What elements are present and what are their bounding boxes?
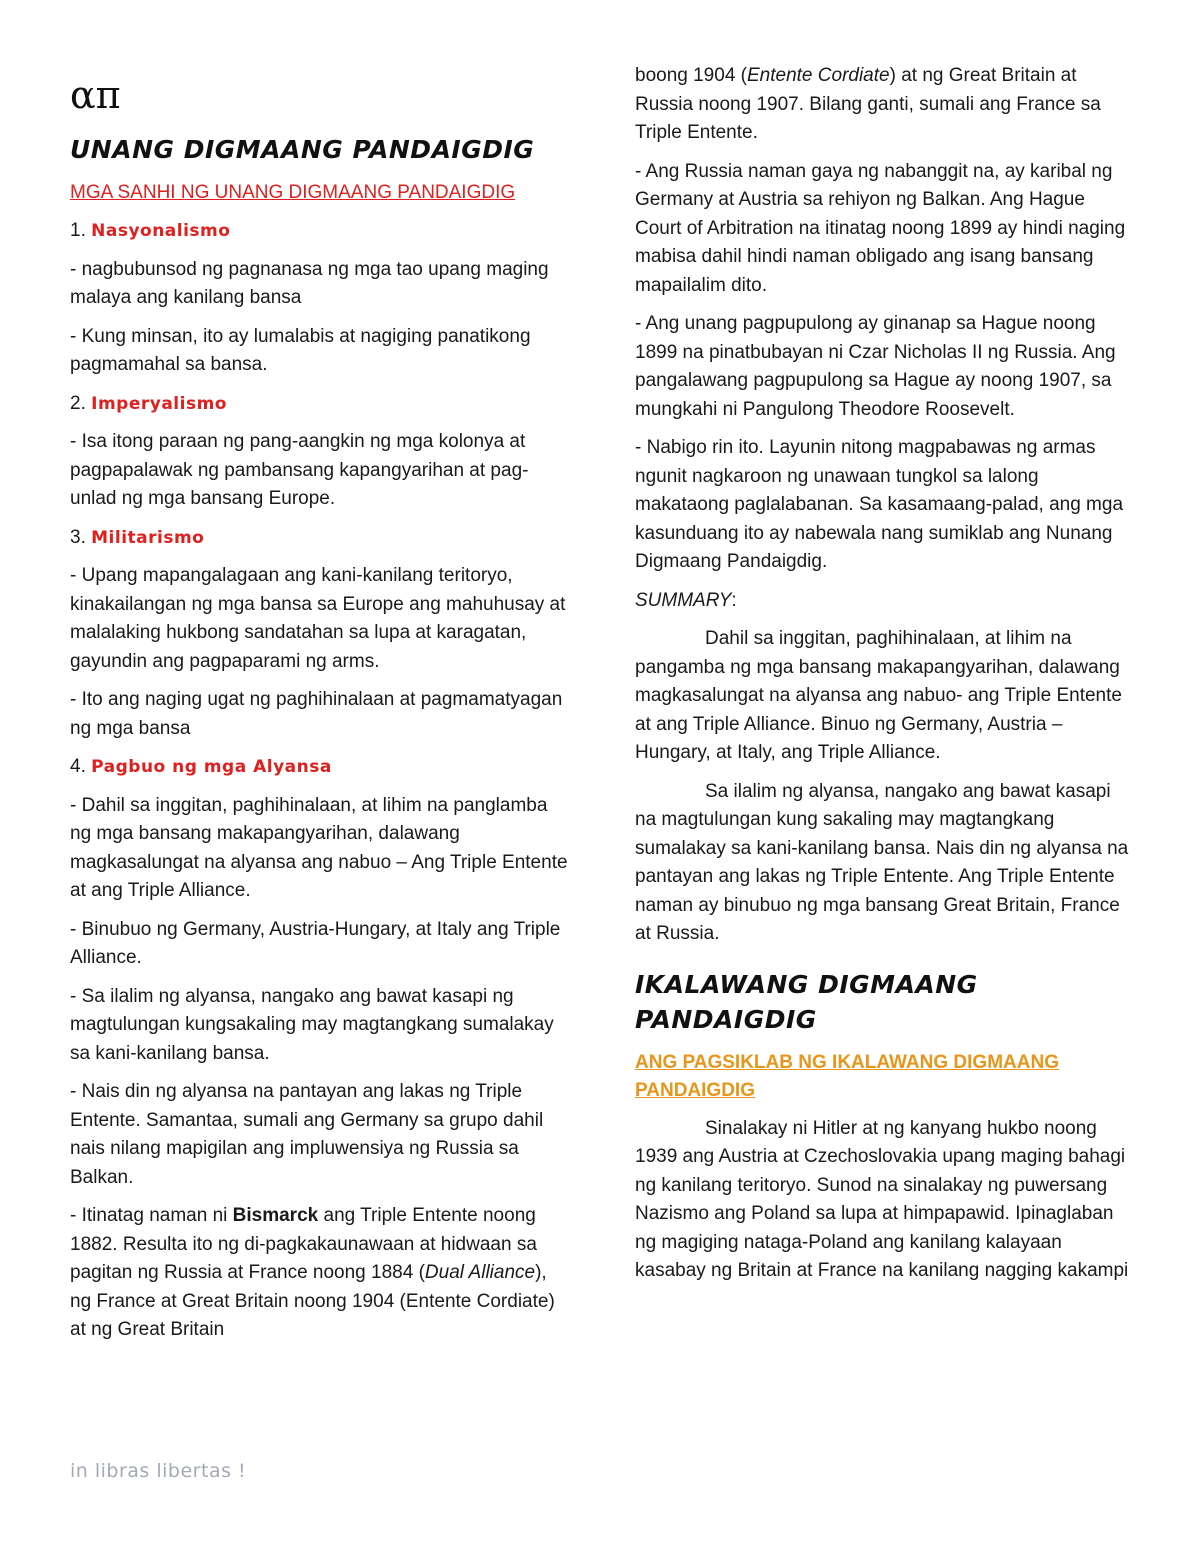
right-column [635, 62, 1135, 1296]
item-label-militarismo: Militarismo [91, 527, 205, 548]
list-item-1 [70, 217, 570, 246]
item-label-nasyonalismo: Nasyonalismo [91, 221, 231, 241]
heading-unang-digmaan: UNANG DIGMAANG PANDAIGDIG [70, 135, 535, 164]
subheading-pagsiklab: ANG PAGSIKLAB NG IKALAWANG DIGMAANG PANDAIGDIG [635, 1051, 1059, 1101]
paragraph: Sinalakay ni Hitler at ng kanyang hukbo noong 1939 ang Austria at Czechoslovakia upang maging bahagi ng kanilang teritoryo. Sunod na sinalakay ng puwersang Nazismo ang Poland sa lupa at himpapawid. Ipinaglaban ng magiging nataga-Poland ang kanilang kalayaan kasabay ng Britain at France na kanilang nagging kakampi [635, 1117, 1129, 1281]
item-number: 4. [70, 756, 92, 777]
text-span: ) at ng Great Britain at Russia noong 1907. Bilang ganti, sumali ang France sa Triple Entente. [635, 65, 1101, 143]
bold-text-bismarck: Bismarck [232, 1205, 319, 1226]
paragraph: - Ang Russia naman gaya ng nabanggit na, ay karibal ng Germany at Austria sa rehiyon ng Balkan. Ang Hague Court of Arbitration na itinatag noong 1899 ay hindi naging mabisa dahil hindi naman obligado ang isang bansang mapailalim dito. [635, 160, 1126, 296]
italic-text-entente-cordiate: Entente Cordiate [747, 65, 890, 86]
item-number: 2. [70, 392, 92, 414]
paragraph: - Ito ang naging ugat ng paghihinalaan at pagmamatyagan ng mga bansa [70, 689, 563, 739]
item-number: 1. [70, 220, 92, 241]
item-label-imperyalismo: Imperyalismo [91, 393, 227, 414]
paragraph: Dahil sa inggitan, paghihinalaan, at lihim na pangamba ng mga bansang makapangyarihan, dalawang magkasalungat na alyansa ang nabuo- ang Triple Entente at ang Triple Alliance. Binuo ng Germany, Austria – Hungary, at Italy, ang Triple Alliance. [635, 628, 1122, 763]
paragraph: - Sa ilalim ng alyansa, nangako ang bawat kasapi ng magtulungan kungsakaling may magtangkang sumalakay sa kani-kanilang bansa. [70, 985, 554, 1064]
paragraph: - Upang mapangalagaan ang kani-kanilang teritoryo, kinakailangan ng mga bansa sa Europe ang mahuhusay at malalaking hukbong sandatahan sa lupa at karagatan, gayundin ang pagpaparami ng arms. [70, 565, 566, 672]
paragraph: - Kung minsan, ito ay lumalabis at nagiging panatikong pagmamahal sa bansa. [70, 325, 531, 375]
item-label-alyansa: Pagbuo ng mga Alyansa [91, 757, 332, 777]
footer-motto: in libras libertas ! [70, 1460, 247, 1482]
text-span: ang Triple Entente noong 1882. Resulta ito ng di-pagkakaunawaan at hidwaan sa pagitan ng Russia at France noong 1884 ( [70, 1205, 537, 1283]
summary-label [635, 587, 1135, 616]
italic-text-dual-alliance: Dual Alliance [424, 1262, 536, 1283]
text-span: ), ng France at Great Britain noong 1904 (Entente Cordiate) at ng Great Britain [70, 1262, 555, 1340]
list-item-4 [70, 753, 570, 782]
paragraph: - Nais din ng alyansa na pantayan ang lakas ng Triple Entente. Samantaa, sumali ang Germany sa grupo dahil nais nilang mapigilan ang impluwensiya ng Russia sa Balkan. [70, 1081, 544, 1188]
left-column [70, 62, 570, 1355]
summary-label-text: SUMMARY [635, 589, 732, 611]
paragraph: - Isa itong paraan ng pang-aangkin ng mga kolonya at pagpapalawak ng pambansang kapangyarihan at pag-unlad ng mga bansang Europe. [70, 431, 529, 509]
paragraph: - nagbubunsod ng pagnanasa ng mga tao upang maging malaya ang kanilang bansa [70, 258, 549, 308]
logo: απ [70, 73, 121, 117]
paragraph: - Nabigo rin ito. Layunin nitong magpabawas ng armas ngunit nagkaroon ng unawaan tungkol sa lalong makataong paglalabanan. Sa kasamaang-palad, ang mga kasunduang ito ay nabewala nang sumiklab ang Nunang Digmaang Pandaigdig. [635, 437, 1124, 572]
paragraph [70, 1202, 570, 1345]
heading-ikalawang-digmaan: IKALAWANG DIGMAANG PANDAIGDIG [635, 969, 978, 1034]
paragraph [635, 62, 1135, 148]
list-item-2 [70, 390, 570, 419]
subheading-mga-sanhi: MGA SANHI NG UNANG DIGMAANG PANDAIGDIG [70, 182, 516, 203]
summary-colon: : [731, 589, 737, 611]
paragraph: - Ang unang pagpupulong ay ginanap sa Hague noong 1899 na pinatbubayan ni Czar Nicholas II ng Russia. Ang pangalawang pagpupulong sa Hague ay noong 1907, sa mungkahi ni Pangulong Theodore Roosevelt. [635, 313, 1116, 420]
text-span: boong 1904 ( [635, 65, 747, 86]
list-item-3 [70, 524, 570, 553]
paragraph: - Binubuo ng Germany, Austria-Hungary, at Italy ang Triple Alliance. [70, 918, 561, 968]
item-number: 3. [70, 526, 92, 548]
text-span: - Itinatag naman ni [70, 1205, 233, 1226]
paragraph: - Dahil sa inggitan, paghihinalaan, at lihim na panglamba ng mga bansang makapangyarihan, dalawang magkasalungat na alyansa ang nabuo – Ang Triple Entente at ang Triple Alliance. [70, 794, 568, 901]
paragraph: Sa ilalim ng alyansa, nangako ang bawat kasapi na magtulungan kung sakaling may magtangkang sumalakay sa kani-kanilang bansa. Nais din ng alyansa na pantayan ang lakas ng Triple Entente. Ang Triple Entente naman ay binubuo ng mga bansang Great Britain, France at Russia. [635, 780, 1129, 944]
